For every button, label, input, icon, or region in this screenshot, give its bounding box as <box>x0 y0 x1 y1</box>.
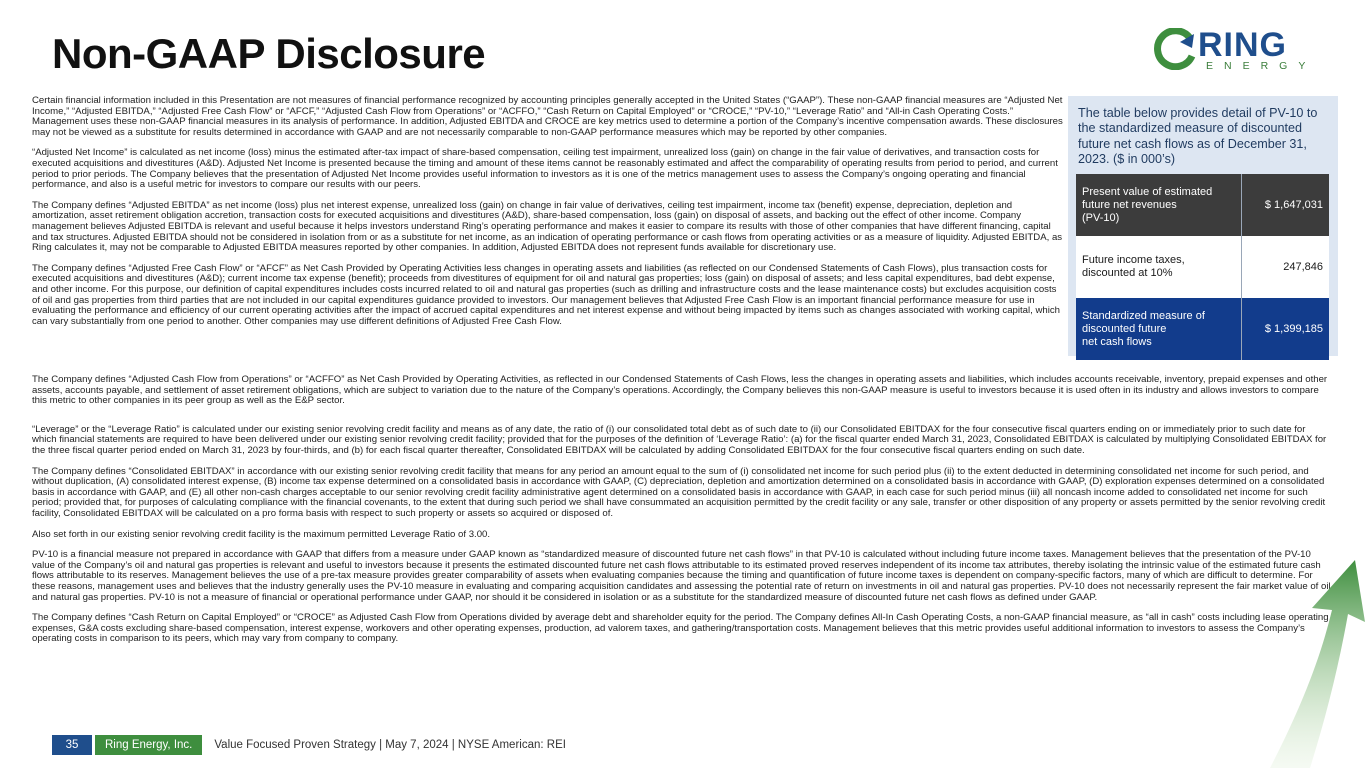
footer-tagline: Value Focused Proven Strategy | May 7, 2024 | NYSE American: REI <box>214 739 566 751</box>
growth-arrow-icon <box>1250 560 1365 768</box>
paragraph: Certain financial information included in this Presentation are not measures of financial performance recognized by accounting principles generally accepted in the United States (“GAAP”). These non-GAAP financial measures are “Adjusted Net Income,” “Adjusted EBITDA,” “Adjusted Free Cash Flow” or “AFCF,” “Adjusted Cash Flow from Operations” or “ACFFO,” “Cash Return on Capital Employed” or “CROCE,” “PV-10,” “Leverage Ratio” and “All-in Cash Operating Costs.” Management uses these non-GAAP financial measures in its analysis of performance. In addition, Adjusted EBITDA and CROCE are key metrics used to determine a portion of the Company’s incentive compensation awards. These disclosures may not be viewed as a substitute for results determined in accordance with GAAP and are not necessarily comparable to non-GAAP performance measures which may be reported by other companies. <box>32 95 1063 138</box>
page-number: 35 <box>52 735 92 755</box>
pv10-table <box>1076 174 1329 360</box>
paragraph: Also set forth in our existing senior revolving credit facility is the maximum permitted Leverage Ratio of 3.00. <box>32 528 491 540</box>
pv10-panel <box>1068 96 1338 356</box>
paragraph: The Company defines “Cash Return on Capital Employed” or “CROCE” as Adjusted Cash Flow from Operations divided by average debt and shareholder equity for the period. The Company defines All-In Cash Operating Costs, a non-GAAP financial measure, as “all in cash” costs including lease operating expenses, G&A costs excluding share-based compensation, interest expense, workovers and other operating expenses, production, ad valorem taxes, and gathering/transportation costs. Management believes that this metric provides useful additional information to investors to assess the Company’s operating costs in comparison to its peers, which may vary from company to company. <box>32 612 1329 645</box>
paragraph: The Company defines “Adjusted Free Cash Flow” or “AFCF” as Net Cash Provided by Operating Activities less changes in operating assets and liabilities (as reflected on our Condensed Statements of Cash Flows), plus transaction costs for executed acquisitions and divestitures (A&D); current income tax expense (benefit); proceeds from divestitures of equipment for oil and natural gas properties; loss (gain) on disposal of assets; and less capital expenditures, bad debt expense, and other income. For this purpose, our definition of capital expenditures includes costs incurred related to oil and natural gas properties (such as drilling and infrastructure costs and the lease maintenance costs) but excludes acquisition costs of oil and gas properties from third parties that are not included in our capital expenditures guidance provided to investors. Our management believes that Adjusted Free Cash Flow is an important financial performance measure for use in evaluating the performance and efficiency of our current operating activities after the impact of accrued capital expenditures and net interest expense and without being impacted by items such as changes associated with working capital, which can vary substantially from one period to another. Other companies may use different definitions of Adjusted Free Cash Flow. <box>32 262 1061 327</box>
logo-wordmark: RING <box>1198 26 1287 64</box>
company-badge: Ring Energy, Inc. <box>95 735 202 755</box>
logo-subtitle: ENERGY <box>1206 60 1317 72</box>
paragraph: “Leverage” or the “Leverage Ratio” is calculated under our existing senior revolving credit facility and means as of any date, the ratio of (i) our consolidated total debt as of such date to (ii) our Consolidated EBITDAX for the four consecutive fiscal quarters ending on or immediately prior to such date for which financial statements are required to have been delivered under our existing senior revolving credit facility; provided that for the purposes of the definition of ‘Leverage Ratio’: (a) for the fiscal quarter ended March 31, 2023, Consolidated EBITDAX is calculated by multiplying Consolidated EBITDAX for the three fiscal quarter period ended on March 31, 2023 by four-thirds, and (b) for each fiscal quarter thereafter, Consolidated EBITDAX will be calculated by adding Consolidated EBITDAX for the four consecutive fiscal quarters ending on such date. <box>32 423 1327 456</box>
footer <box>52 735 566 755</box>
pv10-intro: The table below provides detail of PV-10 to the standardized measure of discounted future net cash flows as of December 31, 2023. ($ in 000’s) <box>1078 106 1318 167</box>
paragraph: PV-10 is a financial measure not prepared in accordance with GAAP that differs from a measure under GAAP known as “standardized measure of discounted future net cash flows” in that PV-10 is calculated without including future income taxes. Management believes that the presentation of the PV-10 value of the Company’s oil and natural gas properties is relevant and useful to investors because it presents the estimated discounted future net cash flows attributable to its estimated proved reserves independent of its income tax attributes, thereby isolating the intrinsic value of the estimated future cash flows attributable to its reserves. Management believes the use of a pre-tax measure provides greater comparability of assets when evaluating companies because the timing and quantification of future income taxes is dependent on company-specific factors, many of which are difficult to determine. For these reasons, management uses and believes that the industry generally uses the PV-10 measure in evaluating and comparing acquisition candidates and assessing the potential rate of return on investments in oil and natural gas properties. PV-10 does not necessarily represent the fair market value of oil and natural gas properties. PV-10 is not a measure of financial or operational performance under GAAP, nor should it be considered in isolation or as a substitute for the standardized measure of discounted future net cash flows as defined under GAAP. <box>32 549 1331 603</box>
table-row <box>1076 236 1329 298</box>
paragraph: The Company defines “Adjusted Cash Flow from Operations” or “ACFFO” as Net Cash Provided by Operating Activities, as reflected in our Condensed Statements of Cash Flows, less the changes in operating assets and liabilities, which includes accounts receivable, inventory, prepaid expenses and other assets, accounts payable, and settlement of asset retirement obligations, which are subject to variation due to the nature of the Company’s operations. Accordingly, the Company believes this non-GAAP measure is useful to investors because it is used often in its industry and allows investors to compare this metric to other companies in its peer group as well as the E&P sector. <box>32 374 1328 407</box>
page-title: Non-GAAP Disclosure <box>52 30 486 77</box>
row-value: 247,846 <box>1241 236 1329 298</box>
row-label: Future income taxes, discounted at 10% <box>1076 236 1241 298</box>
row-label: Standardized measure of discounted future net cash flows <box>1076 298 1241 360</box>
paragraph: “Adjusted Net Income” is calculated as net income (loss) minus the estimated after-tax impact of share-based compensation, ceiling test impairment, unrealized loss (gain) on change in the fair value of derivatives, and transaction costs for executed acquisitions and divestitures (A&D). Adjusted Net Income is presented because the timing and amount of these items cannot be reasonably estimated and affect the comparability of operating results from period to period, and current period to prior periods. The Company believes that the presentation of Adjusted Net Income provides useful information to investors as it is one of the metrics management uses to assess the Company’s ongoing operating and financial performance, and also is a useful metric for investors to compare our results with our peers. <box>32 147 1058 191</box>
disclosure-text-bottom <box>32 375 1332 655</box>
table-row <box>1076 298 1329 360</box>
ring-energy-logo <box>1150 26 1320 78</box>
paragraph: The Company defines “Adjusted EBITDA” as net income (loss) plus net interest expense, unrealized loss (gain) on change in fair value of derivatives, ceiling test impairment, income tax (benefit) expense, depreciation, depletion and amortization, asset retirement obligation accretion, transaction costs for executed acquisitions and divestitures (A&D), share-based compensation, loss (gain) on disposal of assets, and backing out the effect of other income. Company management believes Adjusted EBITDA is relevant and useful because it helps investors understand Ring’s operating performance and makes it easier to compare its results with those of other companies that have different financing, capital and tax structures. Adjusted EBITDA should not be considered in isolation from or as a substitute for net income, as an indication of operating performance or cash flows from operating activities or as a measure of liquidity. Adjusted EBITDA, as Ring calculates it, may not be comparable to Adjusted EBITDA measures reported by other companies. In addition, Adjusted EBITDA does not represent funds available for discretionary use. <box>32 199 1063 254</box>
row-label: Present value of estimated future net revenues (PV-10) <box>1076 174 1241 236</box>
row-value: $ 1,647,031 <box>1241 174 1329 236</box>
ring-swoosh-icon <box>1150 28 1196 70</box>
row-value: $ 1,399,185 <box>1241 298 1329 360</box>
paragraph: The Company defines “Consolidated EBITDAX” in accordance with our existing senior revolving credit facility that means for any period an amount equal to the sum of (i) consolidated net income for such period plus (ii) to the extent deducted in determining consolidated net income for such period, and without duplication, (A) consolidated interest expense, (B) income tax expense determined on a consolidated basis in accordance with GAAP, (C) depreciation, depletion and amortization determined on a consolidated basis in accordance with GAAP, (D) exploration expenses determined on a consolidated basis in accordance with GAAP, and (E) all other non-cash charges acceptable to our senior revolving credit facility administrative agent determined on a consolidated basis in accordance with GAAP, in each case for such period minus (iii) all noncash income added to consolidated net income for such period; provided that, for purposes of calculating compliance with the financial covenants, to the extent that during such period we shall have consummated an acquisition permitted by the credit facility or any sale, transfer or other disposition of any property or assets permitted by the senior revolving credit facility, Consolidated EBITDAX will be calculated on a pro forma basis with respect to such property or assets so acquired or disposed of. <box>32 465 1326 519</box>
table-row <box>1076 174 1329 236</box>
disclosure-text-top <box>32 96 1064 337</box>
